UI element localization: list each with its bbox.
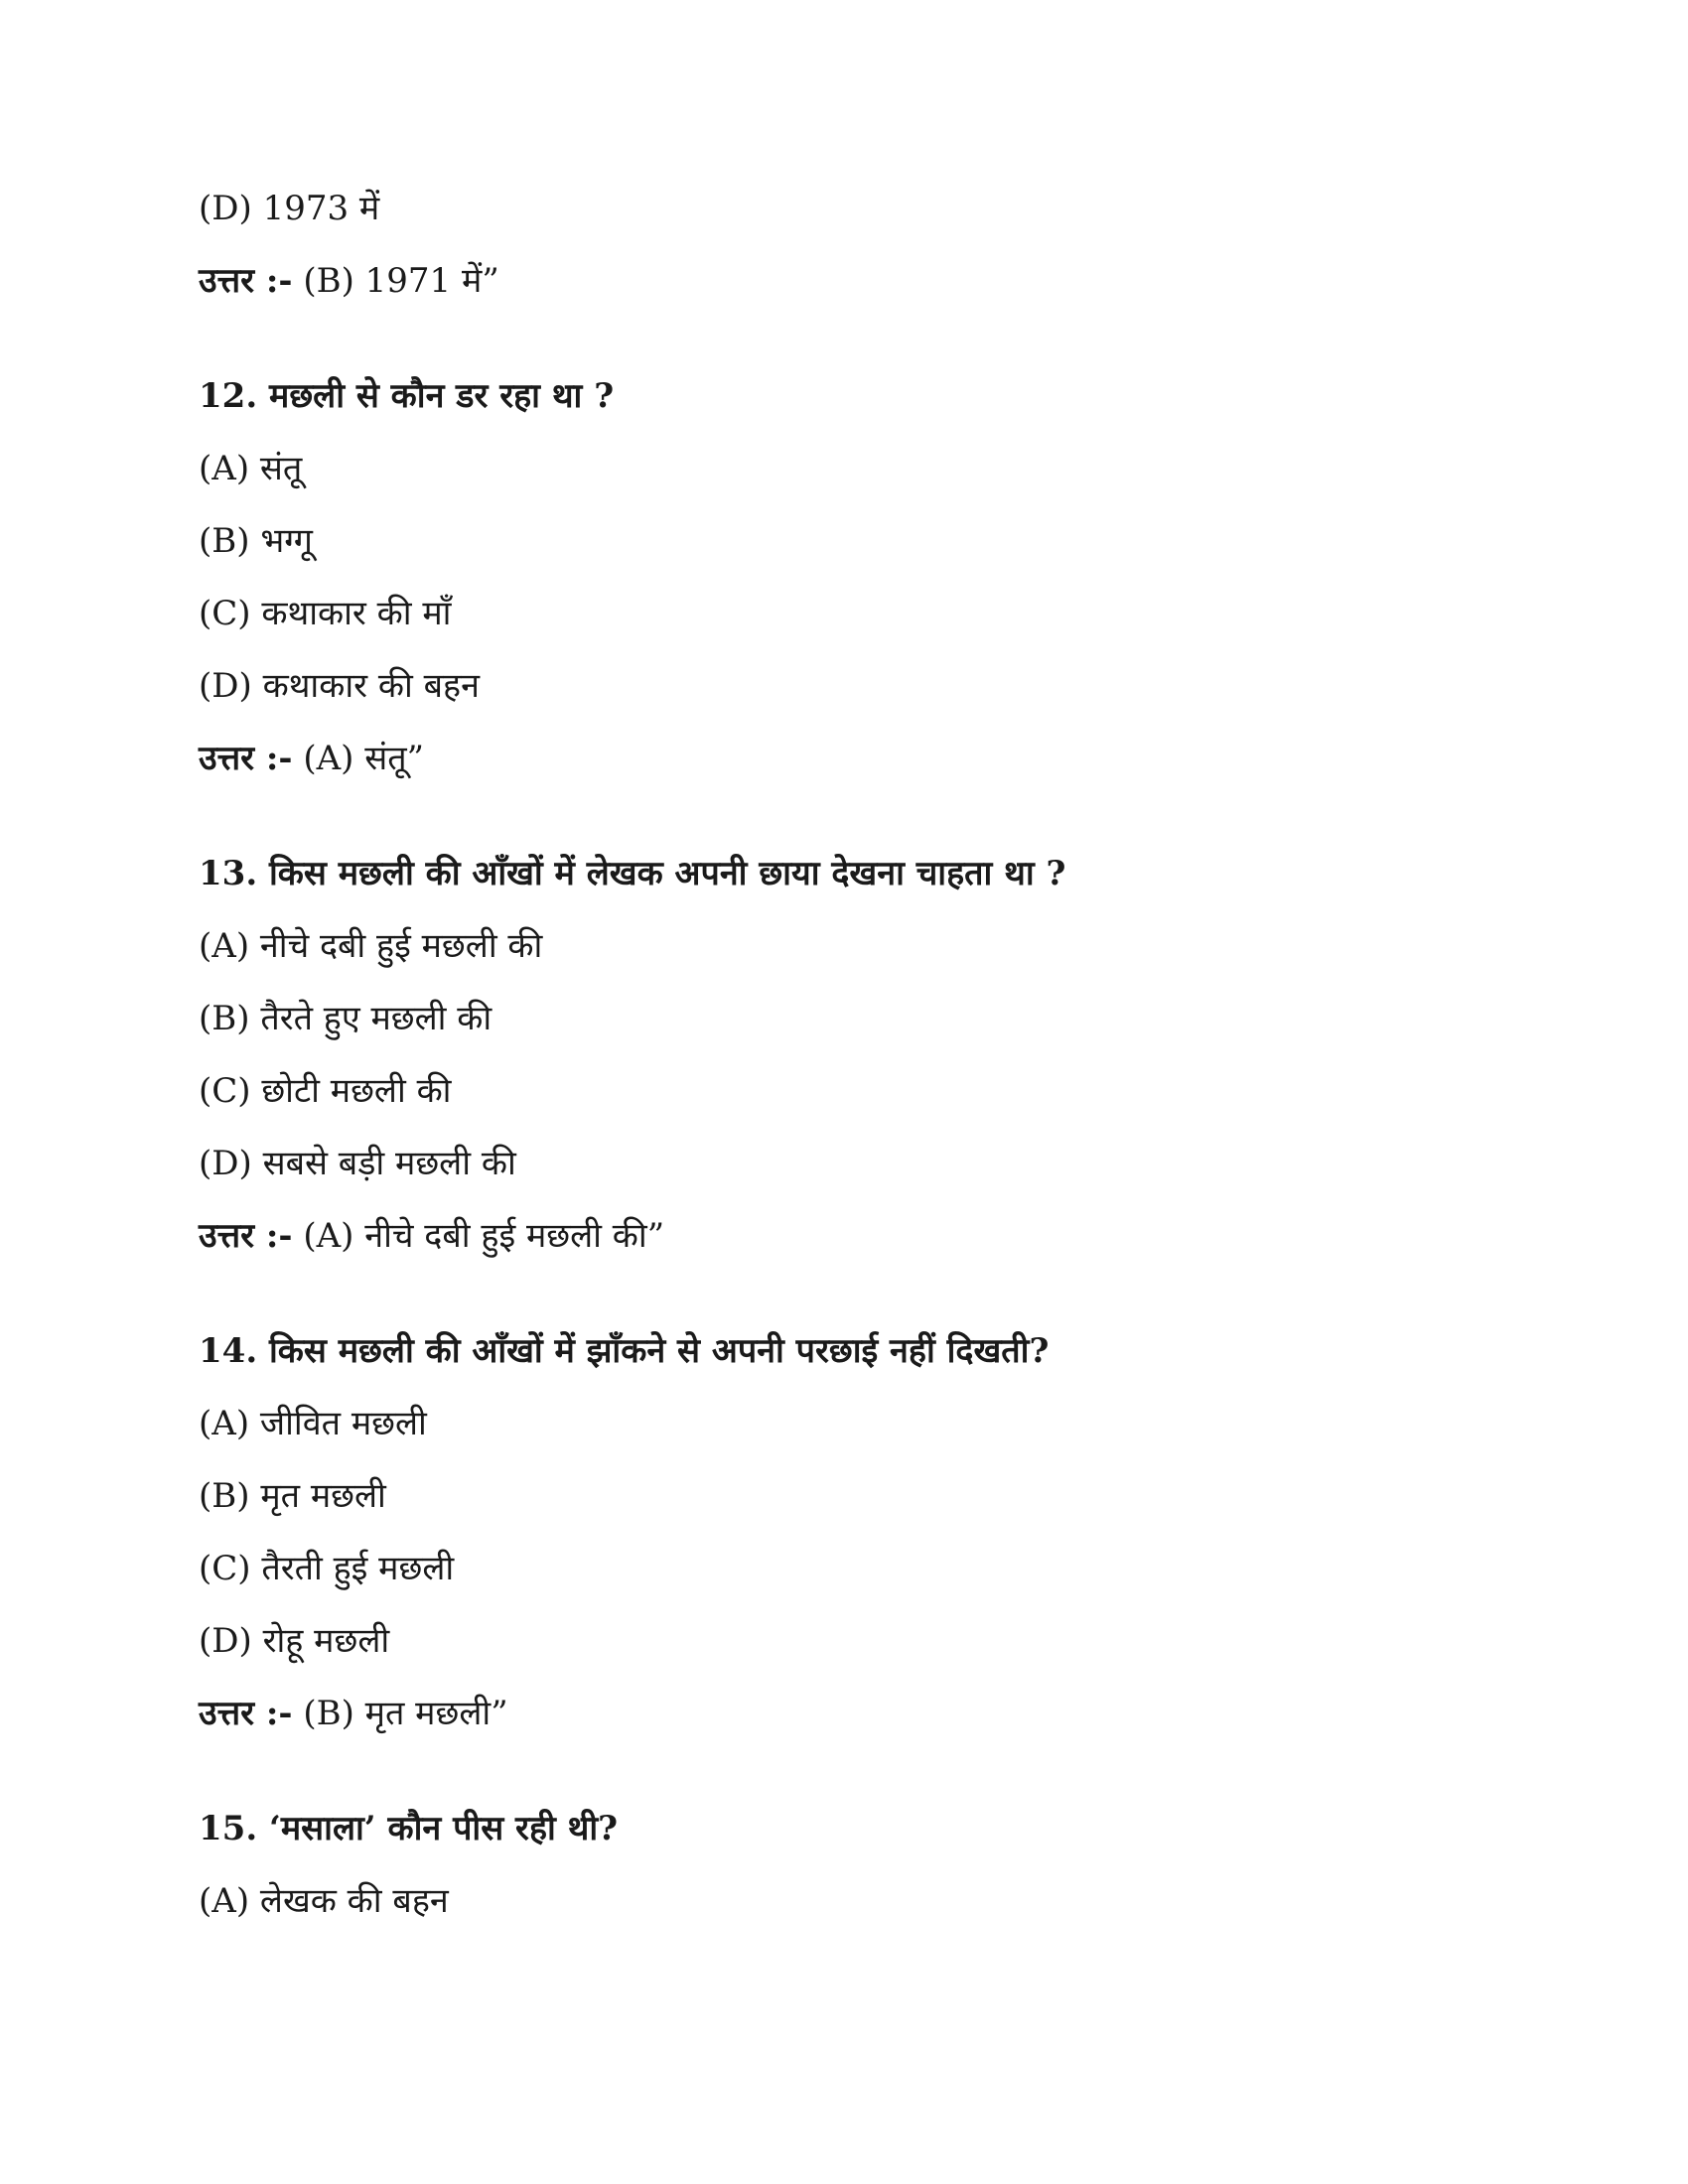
question-13-option-a: (A) नीचे दबी हुई मछली की: [199, 926, 543, 966]
answer-label: उत्तर :-: [199, 1694, 293, 1733]
answer-label: उत्तर :-: [199, 261, 293, 301]
question-13-title: 13. किस मछली की आँखों में लेखक अपनी छाया देखना चाहता था ?: [199, 854, 1066, 893]
question-14-option-a: (A) जीवित मछली: [199, 1404, 427, 1443]
answer-label: उत्तर :-: [199, 1216, 293, 1256]
question-12-option-b: (B) भग्गू: [199, 521, 313, 561]
question-15-title: 15. ‘मसाला’ कौन पीस रही थी?: [199, 1809, 619, 1848]
answer-value: (A) नीचे दबी हुई मछली की”: [292, 1216, 665, 1256]
question-12-option-a: (A) संतू: [199, 449, 303, 488]
question-12-answer: [199, 739, 1509, 778]
question-14-option-d: (D) रोहू मछली: [199, 1621, 390, 1661]
question-12-option-c: (C) कथाकार की माँ: [199, 594, 452, 633]
question-13-option-b: (B) तैरते हुए मछली की: [199, 999, 492, 1038]
option-d: (D) 1973 में: [199, 189, 380, 228]
question-13-option-d: (D) सबसे बड़ी मछली की: [199, 1144, 516, 1183]
question-14-option-c: (C) तैरती हुई मछली: [199, 1549, 455, 1588]
document-page: [199, 189, 1509, 1921]
question-13-option-c: (C) छोटी मछली की: [199, 1071, 452, 1111]
question-14-option-b: (B) मृत मछली: [199, 1476, 386, 1516]
question-12-option-d: (D) कथाकार की बहन: [199, 666, 480, 706]
question-14-answer: [199, 1694, 1509, 1733]
answer-value: (B) 1971 में”: [292, 261, 499, 301]
question-13-answer: [199, 1216, 1509, 1256]
answer-value: (B) मृत मछली”: [292, 1694, 508, 1733]
question-15-option-a: (A) लेखक की बहन: [199, 1881, 449, 1921]
answer-line: [199, 261, 1509, 301]
question-14-title: 14. किस मछली की आँखों में झाँकने से अपनी परछाई नहीं दिखती?: [199, 1331, 1050, 1371]
answer-value: (A) संतू”: [292, 739, 424, 778]
answer-label: उत्तर :-: [199, 739, 293, 778]
question-12-title: 12. मछली से कौन डर रहा था ?: [199, 376, 615, 416]
